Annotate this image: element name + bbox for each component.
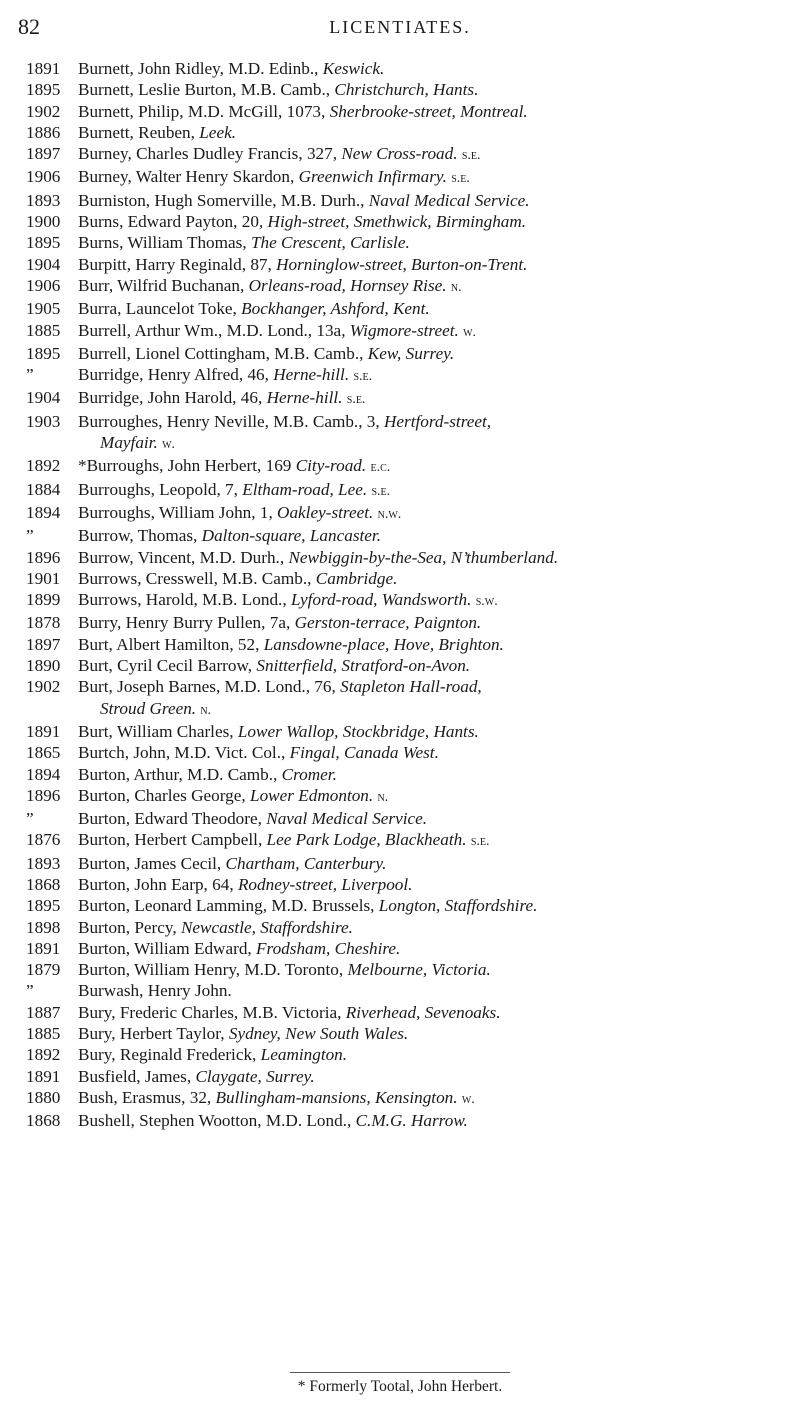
list-item — [0, 411, 800, 456]
entry-year: 1897 — [26, 144, 61, 164]
entry-year: 1897 — [26, 634, 61, 654]
entry-name: Burr, Wilfrid Buchanan, — [78, 275, 249, 295]
entry-address: Greenwich Infirmary. — [298, 167, 447, 187]
list-item — [0, 853, 800, 874]
entry-address: Lower Edmonton. — [250, 785, 374, 805]
entry-year: ” — [26, 365, 34, 385]
entry-district: w. — [463, 324, 477, 340]
entry-district: s.e. — [470, 834, 490, 850]
entry-year: 1899 — [26, 590, 61, 610]
entry-address: Naval Medical Service. — [368, 190, 530, 210]
entry-text — [72, 479, 800, 502]
entry-year: 1902 — [26, 677, 61, 697]
entry-address: City-road. — [295, 456, 367, 476]
entry-text — [72, 320, 800, 343]
list-item — [0, 742, 800, 763]
entry-year: 1878 — [26, 613, 61, 633]
entry-year: 1885 — [26, 320, 61, 340]
entry-text — [72, 58, 800, 79]
entry-address: Snitterfield, Stratford-on-Avon. — [256, 656, 471, 676]
entry-name: Burney, Walter Henry Skardon, — [78, 167, 299, 187]
entry-address: New Cross-road. — [341, 144, 458, 164]
entry-name: Burns, Edward Payton, 20, — [78, 212, 268, 232]
entry-address: Lower Wallop, Stockbridge, Hants. — [237, 721, 479, 741]
entry-year: 1880 — [26, 1087, 61, 1107]
entry-name: Bury, Reginald Frederick, — [78, 1045, 261, 1065]
entry-name: Burrows, Harold, M.B. Lond., — [78, 590, 291, 610]
list-item — [0, 1023, 800, 1044]
entry-text — [72, 895, 800, 916]
list-item — [0, 101, 800, 122]
entry-text — [72, 455, 800, 478]
entry-address: Longton, Staffordshire. — [378, 896, 538, 916]
entry-address: Lee Park Lodge, Blackheath. — [266, 830, 467, 850]
entry-year: 1894 — [26, 502, 61, 522]
entry-year: 1886 — [26, 122, 61, 142]
entry-year: 1901 — [26, 568, 61, 588]
entry-name: Burridge, Henry Alfred, 46, — [78, 365, 274, 385]
entry-year: 1902 — [26, 101, 61, 121]
entry-address: Dalton-square, Lancaster. — [201, 526, 382, 546]
entry-year: 1884 — [26, 479, 61, 499]
list-item — [0, 343, 800, 364]
entry-year: ” — [26, 981, 34, 1001]
list-item — [0, 455, 800, 478]
entry-name: Burpitt, Harry Reginald, 87, — [78, 254, 277, 274]
entry-text — [72, 364, 800, 387]
entry-year: 1887 — [26, 1002, 61, 1022]
entry-address: Stapleton Hall-road, — [340, 677, 482, 697]
entry-text — [72, 79, 800, 100]
list-item — [0, 721, 800, 742]
list-item — [0, 589, 800, 612]
list-item — [0, 364, 800, 387]
entry-name: Burton, Arthur, M.D. Camb., — [78, 764, 282, 784]
entry-year: 1898 — [26, 917, 61, 937]
entry-district: w. — [461, 1091, 475, 1107]
entry-name: Burton, Percy, — [78, 917, 181, 937]
entry-address: Sydney, New South Wales. — [228, 1024, 409, 1044]
entry-address: The Crescent, Carlisle. — [250, 233, 410, 253]
entry-name: Bury, Frederic Charles, M.B. Victoria, — [78, 1002, 346, 1022]
entry-name: Burtch, John, M.D. Vict. Col., — [78, 743, 290, 763]
list-item — [0, 254, 800, 275]
entry-year: 1894 — [26, 764, 61, 784]
list-item — [0, 1066, 800, 1087]
entry-year: 1892 — [26, 1045, 61, 1065]
entry-name: Burniston, Hugh Somerville, M.B. Durh., — [78, 190, 369, 210]
list-item — [0, 122, 800, 143]
entry-year: 1879 — [26, 960, 61, 980]
entry-address: Lyford-road, Wandsworth. — [290, 590, 472, 610]
list-item — [0, 785, 800, 808]
entry-year: 1891 — [26, 721, 61, 741]
entry-name: Bury, Herbert Taylor, — [78, 1024, 229, 1044]
list-item — [0, 502, 800, 525]
entry-name: Busfield, James, — [78, 1066, 196, 1086]
entry-year: 1893 — [26, 853, 61, 873]
entry-address: Orleans-road, Hornsey Rise. — [248, 275, 447, 295]
list-item — [0, 547, 800, 568]
entry-year: 1900 — [26, 212, 61, 232]
entry-address: Horninglow-street, Burton-on-Trent. — [276, 254, 528, 274]
list-item — [0, 298, 800, 319]
entry-text — [72, 1087, 800, 1110]
list-item — [0, 1002, 800, 1023]
entry-address: Keswick. — [322, 59, 385, 78]
entry-address: Newbiggin-by-the-Sea, N’thumberland. — [288, 547, 559, 567]
list-item — [0, 190, 800, 211]
entry-address: Herne-hill. — [273, 365, 350, 385]
entry-address: C.M.G. Harrow. — [355, 1111, 468, 1131]
entry-text — [72, 764, 800, 785]
entry-name: Burrow, Thomas, — [78, 526, 202, 546]
entry-address: Fingal, Canada West. — [289, 743, 439, 763]
entry-text — [72, 254, 800, 275]
entry-name: Burroughes, Henry Neville, M.B. Camb., 3, — [78, 411, 384, 431]
entry-text — [72, 634, 800, 655]
entry-text — [72, 190, 800, 211]
entry-address: Sherbrooke-street, Montreal. — [329, 101, 528, 121]
entry-text — [72, 959, 800, 980]
list-item — [0, 980, 800, 1001]
entry-year: 1890 — [26, 656, 61, 676]
entry-address: Bullingham-mansions, Kensington. — [215, 1087, 458, 1107]
list-item — [0, 959, 800, 980]
list-item — [0, 275, 800, 298]
entry-address: High-street, Smethwick, Birmingham. — [267, 212, 527, 232]
list-item — [0, 874, 800, 895]
entry-name: Burwash, Henry John. — [78, 981, 232, 1001]
entry-year: 1891 — [26, 938, 61, 958]
entry-address: Melbourne, Victoria. — [347, 960, 491, 980]
entry-text — [72, 232, 800, 253]
list-item — [0, 655, 800, 676]
entry-name: Burrell, Arthur Wm., M.D. Lond., 13a, — [78, 320, 350, 340]
list-item — [0, 1044, 800, 1065]
entry-continuation — [78, 698, 786, 721]
entry-text — [72, 343, 800, 364]
list-item — [0, 166, 800, 189]
entry-district: n. — [450, 279, 462, 295]
entry-year: 1896 — [26, 785, 61, 805]
entry-text — [72, 589, 800, 612]
entry-name: Burton, Edward Theodore, — [78, 809, 267, 829]
entry-year: 1895 — [26, 80, 61, 100]
entry-year: ” — [26, 809, 34, 829]
entry-address: Kew, Surrey. — [367, 343, 455, 363]
footnote: * Formerly Tootal, John Herbert. — [297, 1378, 503, 1395]
entry-address: Hertford-street, — [384, 411, 492, 431]
list-item — [0, 612, 800, 633]
entry-text — [72, 143, 800, 166]
entry-name: Burridge, John Harold, 46, — [78, 388, 267, 408]
entry-year: 1904 — [26, 254, 61, 274]
entry-year: 1903 — [26, 411, 61, 431]
entry-address: Oakley-street. — [277, 502, 374, 522]
entry-year: 1906 — [26, 167, 61, 187]
entry-text — [72, 101, 800, 122]
entry-text — [72, 676, 800, 721]
entry-continuation — [78, 432, 786, 455]
entry-text — [72, 1066, 800, 1087]
entry-text — [72, 1023, 800, 1044]
entry-name: Burrell, Lionel Cottingham, M.B. Camb., — [78, 343, 368, 363]
entry-address: Naval Medical Service. — [266, 809, 428, 829]
entry-year: 1906 — [26, 275, 61, 295]
page-number: 82 — [18, 14, 40, 39]
entry-address: Rodney-street, Liverpool. — [237, 874, 413, 894]
entry-text — [72, 829, 800, 852]
entry-text — [72, 122, 800, 143]
list-item — [0, 211, 800, 232]
entry-name: Burnett, Reuben, — [78, 122, 200, 142]
list-item — [0, 479, 800, 502]
entry-text — [72, 938, 800, 959]
entry-name: Bush, Erasmus, 32, — [78, 1087, 216, 1107]
entry-text — [72, 1044, 800, 1065]
entry-text — [72, 211, 800, 232]
list-item — [0, 1087, 800, 1110]
entry-name: Burton, William Henry, M.D. Toronto, — [78, 960, 348, 980]
list-item — [0, 917, 800, 938]
running-head: LICENTIATES. — [329, 17, 471, 37]
entry-text — [72, 655, 800, 676]
entry-year: 1868 — [26, 874, 61, 894]
entry-text — [72, 917, 800, 938]
entry-name: Burton, William Edward, — [78, 938, 257, 958]
entry-name: Burns, William Thomas, — [78, 233, 251, 253]
entry-year: 1905 — [26, 299, 61, 319]
entry-address: Christchurch, Hants. — [334, 80, 479, 100]
entry-address-continued: Mayfair. — [100, 433, 158, 453]
entry-district: n. — [377, 789, 389, 805]
entry-list — [0, 58, 800, 1132]
entry-name: Burton, Herbert Campbell, — [78, 830, 267, 850]
list-item — [0, 387, 800, 410]
entry-text — [72, 721, 800, 742]
list-item — [0, 232, 800, 253]
entry-name: Burt, Albert Hamilton, 52, — [78, 634, 264, 654]
entry-district: s.e. — [461, 148, 481, 164]
entry-year: 1895 — [26, 343, 61, 363]
entry-year: 1896 — [26, 547, 61, 567]
entry-name: Burt, Joseph Barnes, M.D. Lond., 76, — [78, 677, 341, 697]
entry-address: Leamington. — [260, 1045, 348, 1065]
entry-text — [72, 568, 800, 589]
entry-name: Burton, John Earp, 64, — [78, 874, 238, 894]
entry-name: Burra, Launcelot Toke, — [78, 299, 242, 319]
entry-address: Herne-hill. — [266, 388, 343, 408]
entry-text — [72, 612, 800, 633]
entry-district: s.e. — [353, 369, 373, 385]
entry-name: Burrows, Cresswell, M.B. Camb., — [78, 568, 316, 588]
entry-year: ” — [26, 526, 34, 546]
entry-text — [72, 166, 800, 189]
entry-text — [72, 525, 800, 546]
entry-address: Wigmore-street. — [349, 320, 459, 340]
entry-text — [72, 785, 800, 808]
entry-name: Burnett, Philip, M.D. McGill, 1073, — [78, 101, 330, 121]
entry-district: n.w. — [377, 506, 402, 522]
entry-name: Bushell, Stephen Wootton, M.D. Lond., — [78, 1111, 356, 1131]
entry-name: Burt, Cyril Cecil Barrow, — [78, 656, 257, 676]
entry-name: *Burroughs, John Herbert, 169 — [78, 456, 296, 476]
entry-year: 1876 — [26, 830, 61, 850]
entry-name: Burton, Charles George, — [78, 785, 251, 805]
entry-name: Burt, William Charles, — [78, 721, 238, 741]
entry-address: Newcastle, Staffordshire. — [180, 917, 353, 937]
entry-name: Burton, Leonard Lamming, M.D. Brussels, — [78, 896, 379, 916]
list-item — [0, 58, 800, 79]
entry-address: Chartham, Canterbury. — [225, 853, 387, 873]
entry-year: 1895 — [26, 896, 61, 916]
entry-name: Burnett, John Ridley, M.D. Edinb., — [78, 59, 323, 78]
entry-name: Burney, Charles Dudley Francis, 327, — [78, 144, 342, 164]
entry-district: s.e. — [371, 483, 391, 499]
entry-name: Burroughs, William John, 1, — [78, 502, 278, 522]
entry-year: 1891 — [26, 59, 61, 78]
list-item — [0, 895, 800, 916]
list-item — [0, 634, 800, 655]
list-item — [0, 808, 800, 829]
list-item — [0, 764, 800, 785]
entry-text — [72, 411, 800, 456]
entry-address: Leek. — [199, 122, 236, 142]
entry-year: 1868 — [26, 1111, 61, 1131]
entry-year: 1893 — [26, 190, 61, 210]
entry-district: s.e. — [451, 171, 470, 187]
entry-year: 1891 — [26, 1066, 61, 1086]
list-item — [0, 525, 800, 546]
entry-text — [72, 980, 800, 1001]
entry-text — [72, 742, 800, 763]
entry-year: 1895 — [26, 233, 61, 253]
entry-text — [72, 1110, 800, 1131]
list-item — [0, 79, 800, 100]
entry-name: Burroughs, Leopold, 7, — [78, 479, 243, 499]
entry-address: Cambridge. — [315, 568, 398, 588]
entry-address: Riverhead, Sevenoaks. — [345, 1002, 501, 1022]
entry-name: Burnett, Leslie Burton, M.B. Camb., — [78, 80, 335, 100]
entry-text — [72, 808, 800, 829]
entry-district: w. — [162, 437, 176, 453]
entry-address: Gerston-terrace, Paignton. — [294, 613, 482, 633]
entry-text — [72, 275, 800, 298]
entry-name: Burry, Henry Burry Pullen, 7a, — [78, 613, 295, 633]
entry-name: Burrow, Vincent, M.D. Durh., — [78, 547, 289, 567]
entry-name: Burton, James Cecil, — [78, 853, 226, 873]
list-item — [0, 938, 800, 959]
entry-address: Frodsham, Cheshire. — [256, 938, 401, 958]
entry-address: Eltham-road, Lee. — [242, 479, 368, 499]
entry-address: Claygate, Surrey. — [195, 1066, 315, 1086]
list-item — [0, 676, 800, 721]
entry-text — [72, 1002, 800, 1023]
footnote-rule — [290, 1372, 510, 1373]
list-item — [0, 143, 800, 166]
list-item — [0, 829, 800, 852]
entry-text — [72, 298, 800, 319]
list-item — [0, 568, 800, 589]
entry-address: Lansdowne-place, Hove, Brighton. — [263, 634, 504, 654]
entry-address-continued: Stroud Green. — [100, 698, 197, 718]
entry-text — [72, 874, 800, 895]
list-item — [0, 1110, 800, 1131]
entry-district: s.w. — [475, 594, 498, 610]
entry-address: Bockhanger, Ashford, Kent. — [241, 299, 430, 319]
entry-district: n. — [200, 702, 212, 718]
entry-year: 1904 — [26, 388, 61, 408]
list-item — [0, 320, 800, 343]
entry-text — [72, 547, 800, 568]
entry-text — [72, 502, 800, 525]
entry-address: Cromer. — [281, 764, 337, 784]
entry-year: 1885 — [26, 1024, 61, 1044]
entry-year: 1892 — [26, 456, 61, 476]
entry-district: e.c. — [370, 460, 391, 476]
entry-text — [72, 853, 800, 874]
entry-district: s.e. — [346, 392, 366, 408]
entry-year: 1865 — [26, 743, 61, 763]
entry-text — [72, 387, 800, 410]
